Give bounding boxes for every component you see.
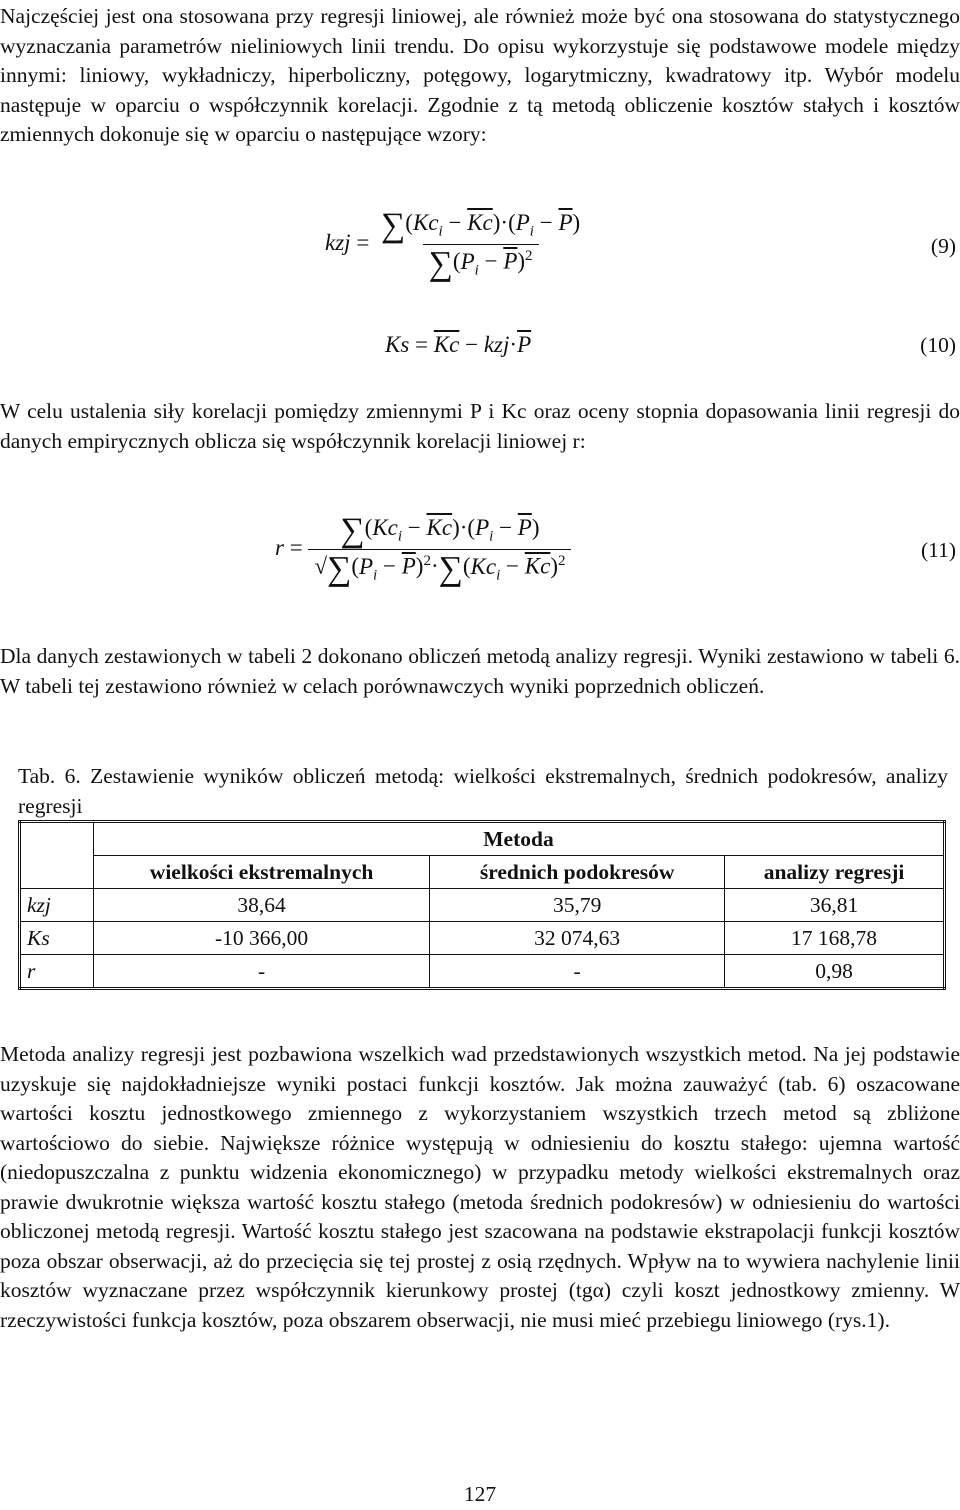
column-header: analizy regresji (725, 856, 945, 889)
equation-10: $Ks = \overline{Kc} - kzj\cdot\overline{P}$ (385, 332, 532, 357)
row-label: kzj (20, 889, 94, 922)
table-cell: 36,81 (725, 889, 945, 922)
table-cell: -10 366,00 (94, 922, 430, 955)
table-cell: 35,79 (430, 889, 725, 922)
row-label: r (20, 955, 94, 989)
equation-11-number: (11) (920, 538, 956, 562)
table-cell: - (94, 955, 430, 989)
table-group-header: Metoda (94, 822, 945, 856)
table-row (20, 889, 945, 922)
column-header: wielkości ekstremalnych (94, 856, 430, 889)
intro-paragraph: Najczęściej jest ona stosowana przy regresji liniowej, ale również może być ona stosowana do statystycznego wyznaczania parametrów nieliniowych linii trendu. Do opisu wykorzystuje się podstawowe modele między innymi: liniowy, wykładniczy, hiperboliczny, potęgowy, logarytmiczny, kwadratowy itp. Wybór modelu następuje w oparciu o współczynnik korelacji. Zgodnie z tą metodą obliczenie kosztów stałych i kosztów zmiennych dokonuje się w oparciu o następujące wzory: (0, 4, 960, 146)
table-cell: 0,98 (725, 955, 945, 989)
table-cell: 32 074,63 (430, 922, 725, 955)
table-corner-cell (20, 822, 94, 889)
table-column-header-row (20, 856, 945, 889)
page-number: 127 (463, 1482, 497, 1506)
table-cell: 17 168,78 (725, 922, 945, 955)
equation-9: kzj = $\frac{\sum(Kc_i - \overline{Kc})\cdot(P_i - \overline{P})}{\sum(P_i - \overline{P})^2}$ (325, 207, 581, 283)
column-header: średnich podokresów (430, 856, 725, 889)
equation-9-number: (9) (930, 234, 956, 258)
table-header-row (20, 822, 945, 856)
equation-11: r = $\frac{\sum(Kc_i - \overline{Kc})\cdot(P_i - \overline{P})}{√\sum(P_i - \overline{P})^2\cdot\sum(Kc_i - \overline{Kc})^2}$ (275, 515, 571, 585)
correlation-paragraph: W celu ustalenia siły korelacji pomiędzy zmiennymi P i Kc oraz oceny stopnia dopasowania linii regresji do danych empirycznych oblicza się współczynnik korelacji liniowej r: (0, 399, 960, 453)
table-cell: 38,64 (94, 889, 430, 922)
row-label: Ks (20, 922, 94, 955)
equation-10-number: (10) (920, 333, 956, 357)
results-paragraph: Dla danych zestawionych w tabeli 2 dokonano obliczeń metodą analizy regresji. Wyniki zestawiono w tabeli 6. W tabeli tej zestawiono również w celach porównawczych wyniki poprzednich obliczeń. (0, 644, 960, 698)
conclusion-paragraph: Metoda analizy regresji jest pozbawiona wszelkich wad przedstawionych wszystkich metod. Na jej podstawie uzyskuje się najdokładniejsze wyniki postaci funkcji kosztów. Jak można zauważyć (tab. 6) oszacowane wartości kosztu jednostkowego zmiennego z wykorzystaniem wszystkich trzech metod są zbliżone wartościowo do siebie. Największe różnice występują w odniesieniu do kosztu stałego: ujemna wartość (niedopuszczalna z punktu widzenia ekonomicznego) w przypadku metody wielkości ekstremalnych oraz prawie dwukrotnie większa wartość kosztu stałego (metoda średnich podokresów) w odniesieniu do wartości obliczonej metodą regresji. Wartość kosztu stałego jest szacowana na podstawie ekstrapolacji funkcji kosztów poza obszar obserwacji, aż do przecięcia się tej prostej z osią rzędnych. Wpływ na to wywiera nachylenie linii kosztów wyznaczane przez współczynnik kierunkowy prostej (tgα) czyli koszt jednostkowy zmienny. W rzeczywistości funkcja kosztów, poza obszarem obserwacji, nie musi mieć przebiegu liniowego (rys.1). (0, 1042, 960, 1332)
table-row (20, 922, 945, 955)
results-table (18, 820, 946, 990)
table-cell: - (430, 955, 725, 989)
table-row (20, 955, 945, 989)
table-caption: Tab. 6. Zestawienie wyników obliczeń metodą: wielkości ekstremalnych, średnich podokresów, analizy regresji (18, 764, 948, 818)
